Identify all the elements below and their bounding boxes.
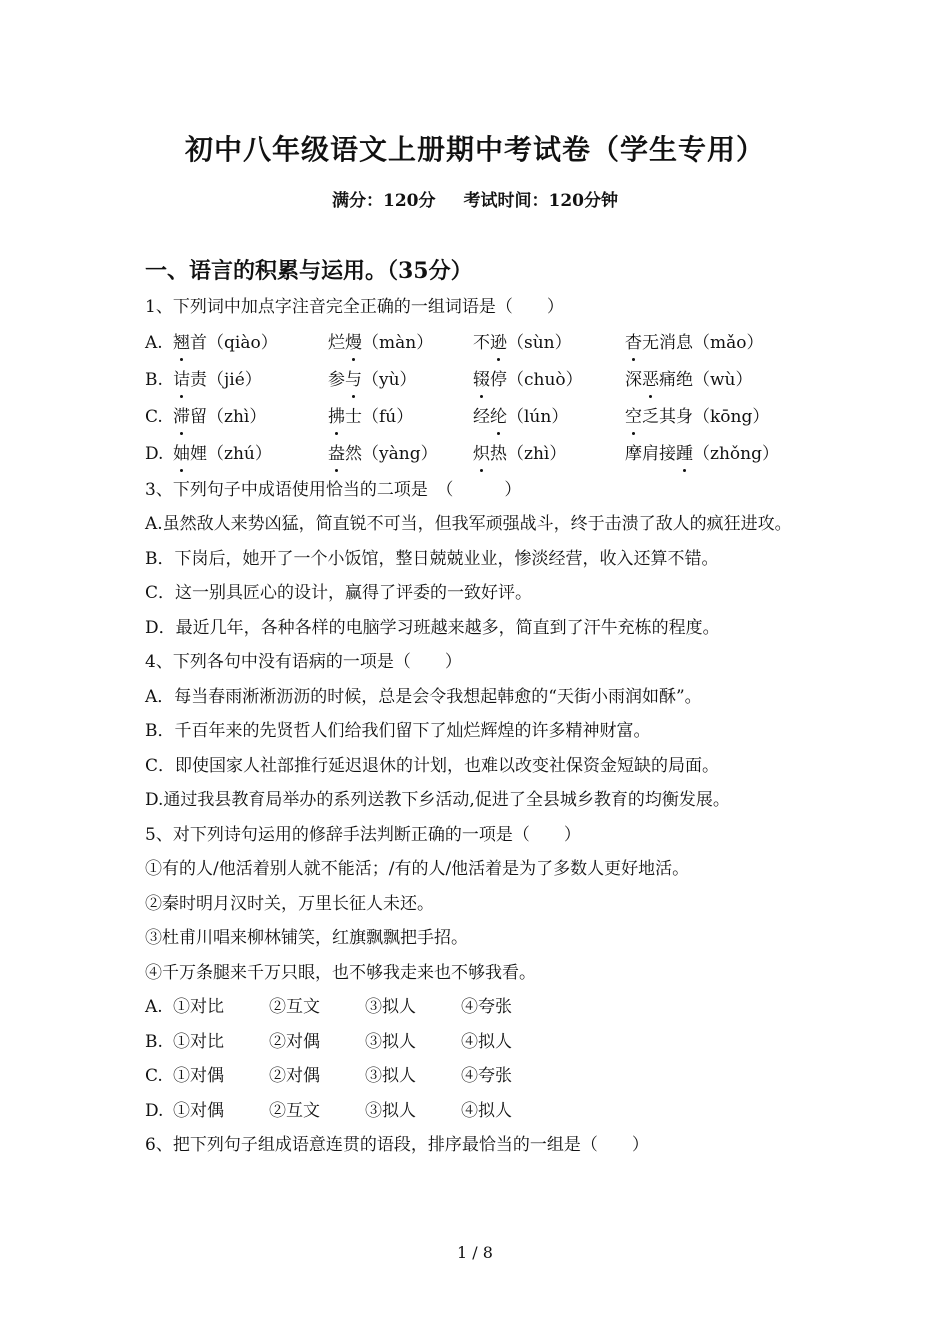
option-item: 经纶（lún） <box>473 399 625 436</box>
option-item: 空乏其身（kōng） <box>625 399 795 436</box>
question-5-stem: 5、对下列诗句运用的修辞手法判断正确的一项是（ ） <box>145 824 581 845</box>
question-3-option-c: C．这一别具匠心的设计，赢得了评委的一致好评。 <box>145 583 533 603</box>
question-5-option-a: A. ①对比 ②互文 ③拟人 ④夸张 <box>145 997 512 1017</box>
option-item: 拂士（fú） <box>328 399 473 436</box>
option-item: 不逊（sùn） <box>473 325 625 362</box>
question-3-option-d: D．最近几年，各种各样的电脑学习班越来越多，简直到了汗牛充栋的程度。 <box>145 617 720 638</box>
question-5-sentence-1: ①有的人/他活着别人就不能活；/有的人/他活着是为了多数人更好地活。 <box>145 859 690 879</box>
question-5-option-b: B. ①对比 ②对偶 ③拟人 ④拟人 <box>145 1031 512 1052</box>
option-item: 参与（yù） <box>328 362 473 399</box>
option-item: 杳无消息（mǎo） <box>625 325 795 362</box>
question-4-option-b: B．千百年来的先贤哲人们给我们留下了灿烂辉煌的许多精神财富。 <box>145 721 651 741</box>
question-3-option-a: A.虽然敌人来势凶猛，简直锐不可当，但我军顽强战斗，终于击溃了敌人的疯狂进攻。 <box>145 514 792 534</box>
question-5-option-d: D. ①对偶 ②互文 ③拟人 ④拟人 <box>145 1100 512 1121</box>
option-label: C. <box>145 406 163 427</box>
question-3-stem: 3、下列句子中成语使用恰当的二项是 （ ） <box>145 479 522 500</box>
option-item: 翘首（qiào） <box>173 325 328 362</box>
question-1-option-b <box>145 362 815 399</box>
option-item: 辍停（chuò） <box>473 362 625 399</box>
page-number: 1 / 8 <box>457 1243 493 1262</box>
page-title: 初中八年级语文上册期中考试卷（学生专用） <box>184 133 765 166</box>
question-5-sentence-2: ②秦时明月汉时关，万里长征人未还。 <box>145 893 434 914</box>
exam-time: 考试时间：120分钟 <box>463 191 618 211</box>
section-heading: 一、语言的积累与运用。（35分） <box>145 258 473 284</box>
option-item: 诘责（jié） <box>173 362 328 399</box>
question-1-option-d <box>145 436 815 473</box>
option-item: 滞留（zhì） <box>173 399 328 436</box>
full-score: 满分：120分 <box>332 191 436 211</box>
question-1-option-a <box>145 325 815 362</box>
question-list <box>145 290 815 1163</box>
question-6-stem: 6、把下列句子组成语意连贯的语段，排序最恰当的一组是（ ） <box>145 1135 649 1155</box>
option-item: 盎然（yàng） <box>328 436 473 473</box>
question-5-sentence-3: ③杜甫川唱来柳林铺笑，红旗飘飘把手招。 <box>145 928 468 948</box>
option-item: 妯娌（zhú） <box>173 436 328 473</box>
option-label: B. <box>145 369 163 390</box>
question-3-option-b: B．下岗后，她开了一个小饭馆，整日兢兢业业，惨淡经营，收入还算不错。 <box>145 548 719 569</box>
question-1-option-c <box>145 399 815 436</box>
question-4-option-a: A．每当春雨淅淅沥沥的时候，总是会令我想起韩愈的“天街小雨润如酥”。 <box>145 686 702 707</box>
exam-meta <box>0 186 950 211</box>
question-1-stem: 1、下列词中加点字注音完全正确的一组词语是（ ） <box>145 297 564 317</box>
option-item: 烂熳（màn） <box>328 325 473 362</box>
question-4-option-d: D.通过我县教育局举办的系列送教下乡活动,促进了全县城乡教育的均衡发展。 <box>145 790 730 810</box>
question-5-option-c: C. ①对偶 ②对偶 ③拟人 ④夸张 <box>145 1066 512 1086</box>
question-4-option-c: C．即使国家人社部推行延迟退休的计划，也难以改变社保资金短缺的局面。 <box>145 755 720 776</box>
option-item: 深恶痛绝（wù） <box>625 362 795 399</box>
option-label: A. <box>145 332 163 353</box>
question-4-stem: 4、下列各句中没有语病的一项是（ ） <box>145 652 462 672</box>
option-item: 炽热（zhì） <box>473 436 625 473</box>
option-label: D. <box>145 443 164 464</box>
option-item: 摩肩接踵（zhǒng） <box>625 436 795 473</box>
question-5-sentence-4: ④千万条腿来千万只眼，也不够我走来也不够我看。 <box>145 962 536 983</box>
